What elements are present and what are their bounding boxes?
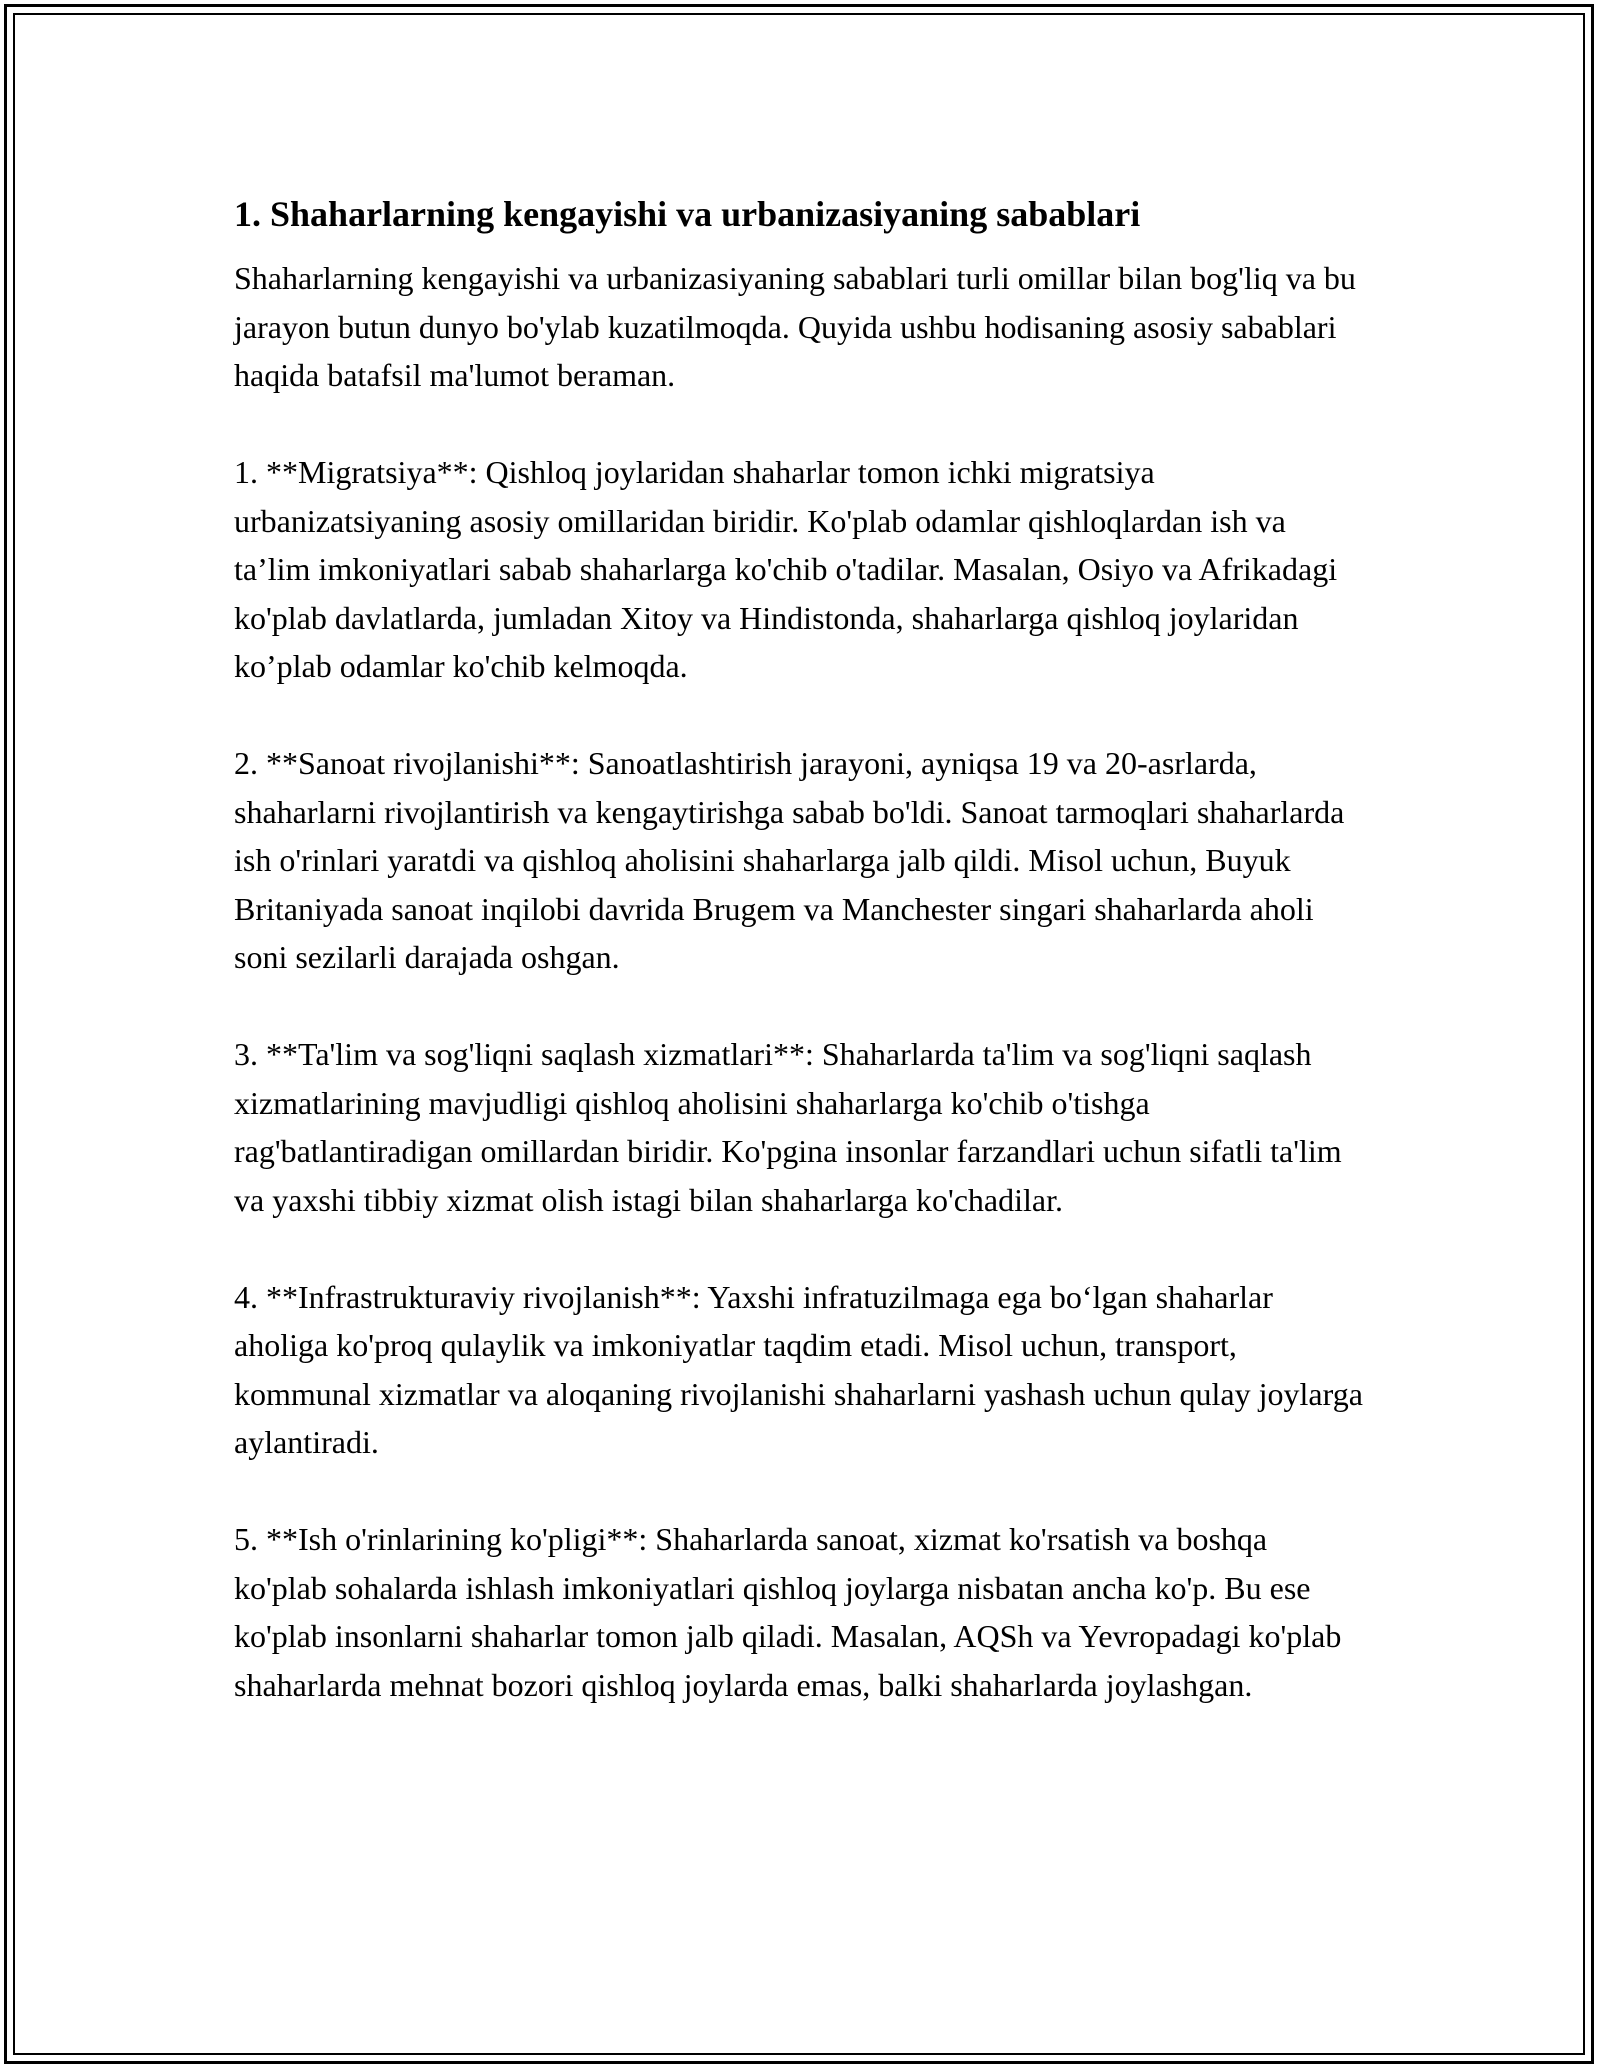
section-heading: 1. Shaharlarning kengayishi va urbanizasiyaning sabablari	[234, 194, 1141, 234]
document-body	[234, 186, 1364, 1758]
intro-paragraph: Shaharlarning kengayishi va urbanizasiyaning sabablari turli omillar bilan bog'liq va bu jarayon butun dunyo bo'ylab kuzatilmoqda. Quyida ushbu hodisaning asosiy sabablari haqida batafsil ma'lumot beraman.	[234, 260, 1356, 393]
point-infrastructure-paragraph: 4. **Infrastrukturaviy rivojlanish**: Yaxshi infratuzilmaga ega bo‘lgan shaharlar aholiga ko'proq qulaylik va imkoniyatlar taqdim etadi. Misol uchun, transport, kommunal xizmatlar va aloqaning rivojlanishi shaharlarni yashash uchun qulay joylarga aylantiradi.	[234, 1278, 1363, 1460]
point-jobs-paragraph: 5. **Ish o'rinlarining ko'pligi**: Shaharlarda sanoat, xizmat ko'rsatish va boshqa ko'plab sohalarda ishlash imkoniyatlari qishloq joylarga nisbatan ancha ko'p. Bu ese ko'plab insonlarni shaharlar tomon jalb qiladi. Masalan, AQSh va Yevropadagi ko'plab shaharlarda mehnat bozori qishloq joylarda emas, balki shaharlarda joylashgan.	[234, 1521, 1342, 1703]
point-industry-paragraph: 2. **Sanoat rivojlanishi**: Sanoatlashtirish jarayoni, ayniqsa 19 va 20-asrlarda, shaharlarni rivojlantirish va kengaytirishga sabab bo'ldi. Sanoat tarmoqlari shaharlarda ish o'rinlari yaratdi va qishloq aholisini shaharlarga jalb qildi. Misol uchun, Buyuk Britaniyada sanoat inqilobi davrida Brugem va Manchester singari shaharlarda aholi soni sezilarli darajada oshgan.	[234, 745, 1345, 975]
point-education-health-paragraph: 3. **Ta'lim va sog'liqni saqlash xizmatlari**: Shaharlarda ta'lim va sog'liqni saqlash xizmatlarining mavjudligi qishloq aholisini shaharlarga ko'chib o'tishga rag'batlantiradigan omillardan biridir. Ko'pgina insonlar farzandlari uchun sifatli ta'lim va yaxshi tibbiy xizmat olish istagi bilan shaharlarga ko'chadilar.	[234, 1036, 1342, 1218]
point-migration-paragraph: 1. **Migratsiya**: Qishloq joylaridan shaharlar tomon ichki migratsiya urbanizatsiyaning asosiy omillaridan biridir. Ko'plab odamlar qishloqlardan ish va ta’lim imkoniyatlari sabab shaharlarga ko'chib o'tadilar. Masalan, Osiyo va Afrikadagi ko'plab davlatlarda, jumladan Xitoy va Hindistonda, shaharlarga qishloq joylaridan ko’plab odamlar ko'chib kelmoqda.	[234, 454, 1338, 684]
